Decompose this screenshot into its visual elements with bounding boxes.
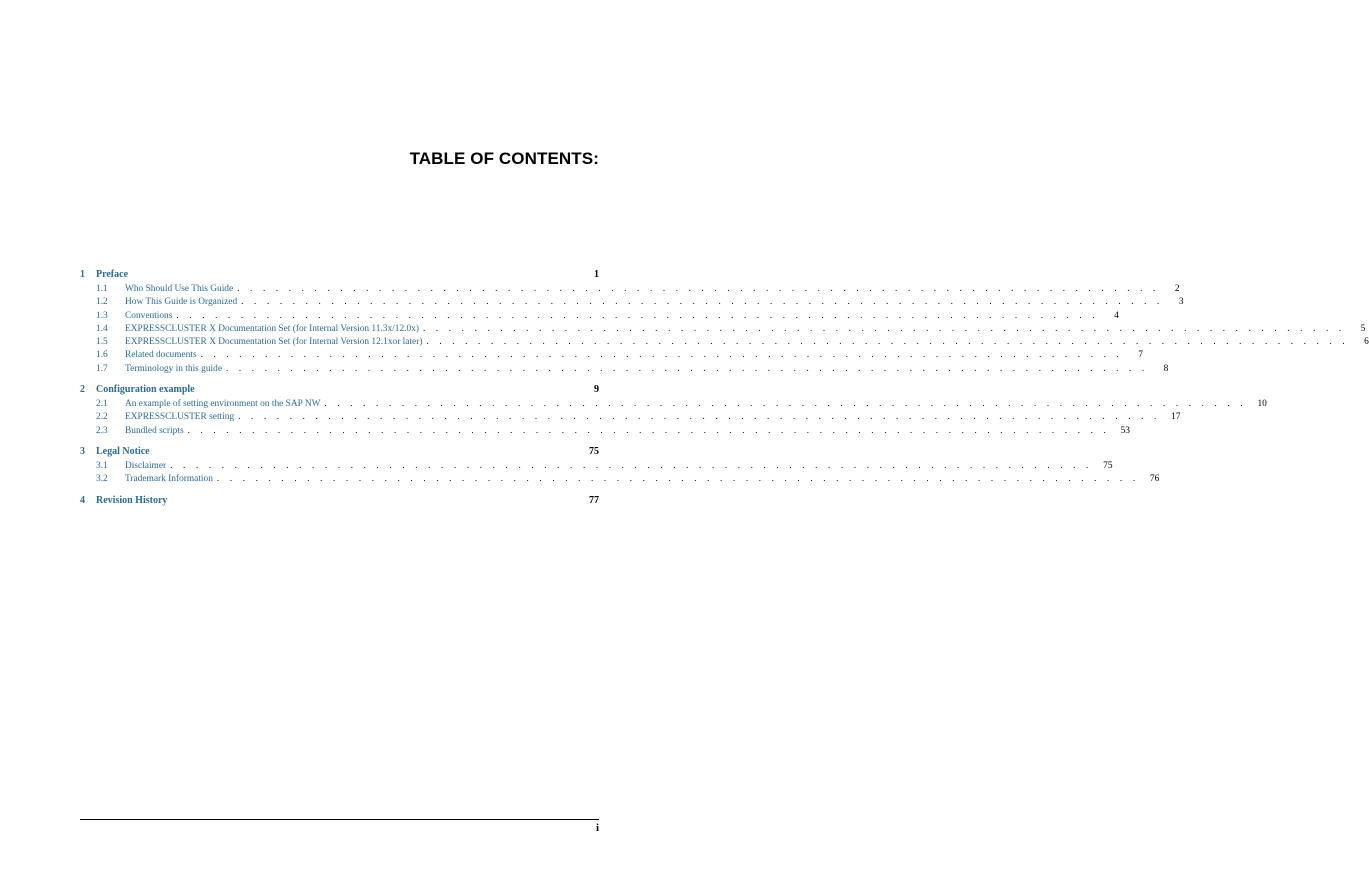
toc-dot-leader: . . . . . . . . . . . . . . . . . . . . . . . . . . . . . . . . . . . . . . . . . . . . . . . . . . . . . . . . . . . . . . . . . . . . . . . .: [422, 322, 1346, 333]
toc-section-title[interactable]: Trademark Information: [125, 474, 213, 485]
toc-chapter-entry[interactable]: [80, 268, 599, 282]
toc-section-title[interactable]: Terminology in this guide: [125, 363, 222, 374]
toc-chapter-page: 1: [594, 269, 599, 280]
toc-section-title[interactable]: How This Guide is Organized: [125, 297, 238, 308]
toc-dot-leader: . . . . . . . . . . . . . . . . . . . . . . . . . . . . . . . . . . . . . . . . . . . . . . . . . . . . . . . . . . . . . . . . . . . . . . . .: [226, 362, 1149, 373]
toc-section-entry[interactable]: [80, 472, 1160, 485]
toc-chapter-page: 9: [594, 384, 599, 396]
toc-section-entry[interactable]: [80, 322, 1366, 335]
toc-dot-leader: . . . . . . . . . . . . . . . . . . . . . . . . . . . . . . . . . . . . . . . . . . . . . . . . . . . . . . . . . . . . . . . . . . . . . . . .: [216, 473, 1140, 484]
toc-chapter-number: 1: [80, 269, 85, 280]
toc-section-title[interactable]: EXPRESSCLUSTER X Documentation Set (for Internal Version 11.3x/12.0x): [125, 323, 419, 334]
page-title: TABLE OF CONTENTS:: [409, 149, 599, 168]
toc-section-number: 2.2: [96, 412, 108, 423]
toc-section-title[interactable]: Who Should Use This Guide: [125, 284, 234, 294]
toc-chapter-page: 75: [589, 445, 599, 457]
toc-section-number: 1.5: [96, 337, 108, 348]
toc-section-page: 4: [1114, 310, 1119, 321]
toc-section-page: 6: [1364, 337, 1369, 348]
toc-section-entry[interactable]: [80, 282, 1180, 295]
toc-dot-leader: . . . . . . . . . . . . . . . . . . . . . . . . . . . . . . . . . . . . . . . . . . . . . . . . . . . . . . . . . . . . . . . . . . . . . . . .: [238, 411, 1161, 422]
toc-section-title[interactable]: Bundled scripts: [125, 425, 184, 436]
toc-section-page: 76: [1149, 474, 1160, 485]
toc-section-entry[interactable]: [80, 335, 1369, 348]
toc-chapter: [80, 494, 599, 508]
toc-section-title[interactable]: Related documents: [125, 350, 197, 361]
toc-chapter-title[interactable]: Configuration example: [96, 384, 195, 396]
toc-section-number: 1.6: [96, 350, 108, 361]
toc-dot-leader: . . . . . . . . . . . . . . . . . . . . . . . . . . . . . . . . . . . . . . . . . . . . . . . . . . . . . . . . . . . . . . . . . . . . . . . .: [241, 296, 1164, 307]
toc-section-title[interactable]: Disclaimer: [125, 460, 167, 471]
toc-section-title[interactable]: EXPRESSCLUSTER X Documentation Set (for Internal Version 12.1xor later): [125, 337, 423, 348]
toc-chapter-title[interactable]: Revision History: [96, 494, 168, 506]
toc-section-title[interactable]: An example of setting environment on the SAP NW: [125, 399, 321, 410]
toc-section-title[interactable]: Conventions: [125, 310, 173, 321]
toc-section-entry[interactable]: [80, 295, 1184, 308]
toc-dot-leader: . . . . . . . . . . . . . . . . . . . . . . . . . . . . . . . . . . . . . . . . . . . . . . . . . . . . . . . . . . . . . . . . . . . . . . . .: [324, 398, 1247, 409]
toc-section-entry[interactable]: [80, 424, 1130, 437]
toc-section-page: 7: [1138, 350, 1143, 361]
toc-section-number: 1.3: [96, 310, 108, 321]
toc-section-entry[interactable]: [80, 309, 1119, 322]
toc-section-number: 2.3: [96, 425, 108, 436]
toc-section-number: 1.1: [96, 284, 108, 294]
table-of-contents: [80, 268, 1369, 516]
toc-section-number: 3.1: [96, 460, 108, 471]
toc-chapter-title[interactable]: Legal Notice: [96, 445, 150, 457]
toc-chapter: [80, 383, 1267, 437]
toc-chapter-number: 2: [80, 384, 85, 396]
toc-chapter-entry[interactable]: [80, 383, 599, 397]
toc-section-page: 5: [1360, 323, 1366, 334]
toc-chapter-entry[interactable]: [80, 494, 599, 508]
toc-section-number: 1.7: [96, 363, 108, 374]
toc-section-page: 17: [1171, 412, 1181, 423]
footer-rule: [80, 819, 599, 820]
toc-section-page: 3: [1178, 297, 1184, 308]
toc-chapter-number: 4: [80, 494, 85, 506]
toc-section-title[interactable]: EXPRESSCLUSTER setting: [125, 412, 235, 423]
toc-section-number: 1.2: [96, 297, 108, 308]
toc-chapter-entry[interactable]: [80, 445, 599, 459]
toc-section-entry[interactable]: [80, 410, 1181, 423]
toc-section-number: 2.1: [96, 399, 108, 410]
toc-chapter: [80, 445, 1160, 486]
toc-section-entry[interactable]: [80, 459, 1113, 472]
toc-dot-leader: . . . . . . . . . . . . . . . . . . . . . . . . . . . . . . . . . . . . . . . . . . . . . . . . . . . . . . . . . . . . . . . . . . . . . . . .: [170, 459, 1093, 470]
toc-chapter-page: 77: [589, 494, 599, 506]
toc-section-page: 10: [1257, 399, 1267, 410]
toc-chapter-number: 3: [80, 445, 85, 457]
toc-section-entry[interactable]: [80, 397, 1267, 410]
toc-section-entry[interactable]: [80, 348, 1143, 361]
toc-section-page: 53: [1120, 425, 1130, 436]
toc-dot-leader: . . . . . . . . . . . . . . . . . . . . . . . . . . . . . . . . . . . . . . . . . . . . . . . . . . . . . . . . . . . . . . . . . . . . . . . .: [426, 336, 1349, 347]
toc-section-entry[interactable]: [80, 362, 1169, 375]
page-number: i: [595, 822, 599, 834]
toc-chapter-title[interactable]: Preface: [96, 269, 129, 280]
toc-section-page: 75: [1103, 460, 1113, 471]
toc-dot-leader: . . . . . . . . . . . . . . . . . . . . . . . . . . . . . . . . . . . . . . . . . . . . . . . . . . . . . . . . . . . . . . . . . . . . . . . .: [200, 349, 1123, 360]
toc-section-number: 1.4: [96, 323, 108, 334]
toc-section-number: 3.2: [96, 474, 108, 485]
toc-section-page: 2: [1174, 284, 1180, 294]
toc-dot-leader: . . . . . . . . . . . . . . . . . . . . . . . . . . . . . . . . . . . . . . . . . . . . . . . . . . . . . . . . . . . . . . . . . . . . . . . .: [237, 283, 1160, 293]
toc-dot-leader: . . . . . . . . . . . . . . . . . . . . . . . . . . . . . . . . . . . . . . . . . . . . . . . . . . . . . . . . . . . . . . . . . . . . . . . .: [187, 424, 1110, 435]
toc-section-page: 8: [1163, 363, 1169, 374]
toc-dot-leader: . . . . . . . . . . . . . . . . . . . . . . . . . . . . . . . . . . . . . . . . . . . . . . . . . . . . . . . . . . . . . . . . . . . . . . . .: [176, 309, 1099, 320]
toc-chapter: [80, 268, 1369, 375]
